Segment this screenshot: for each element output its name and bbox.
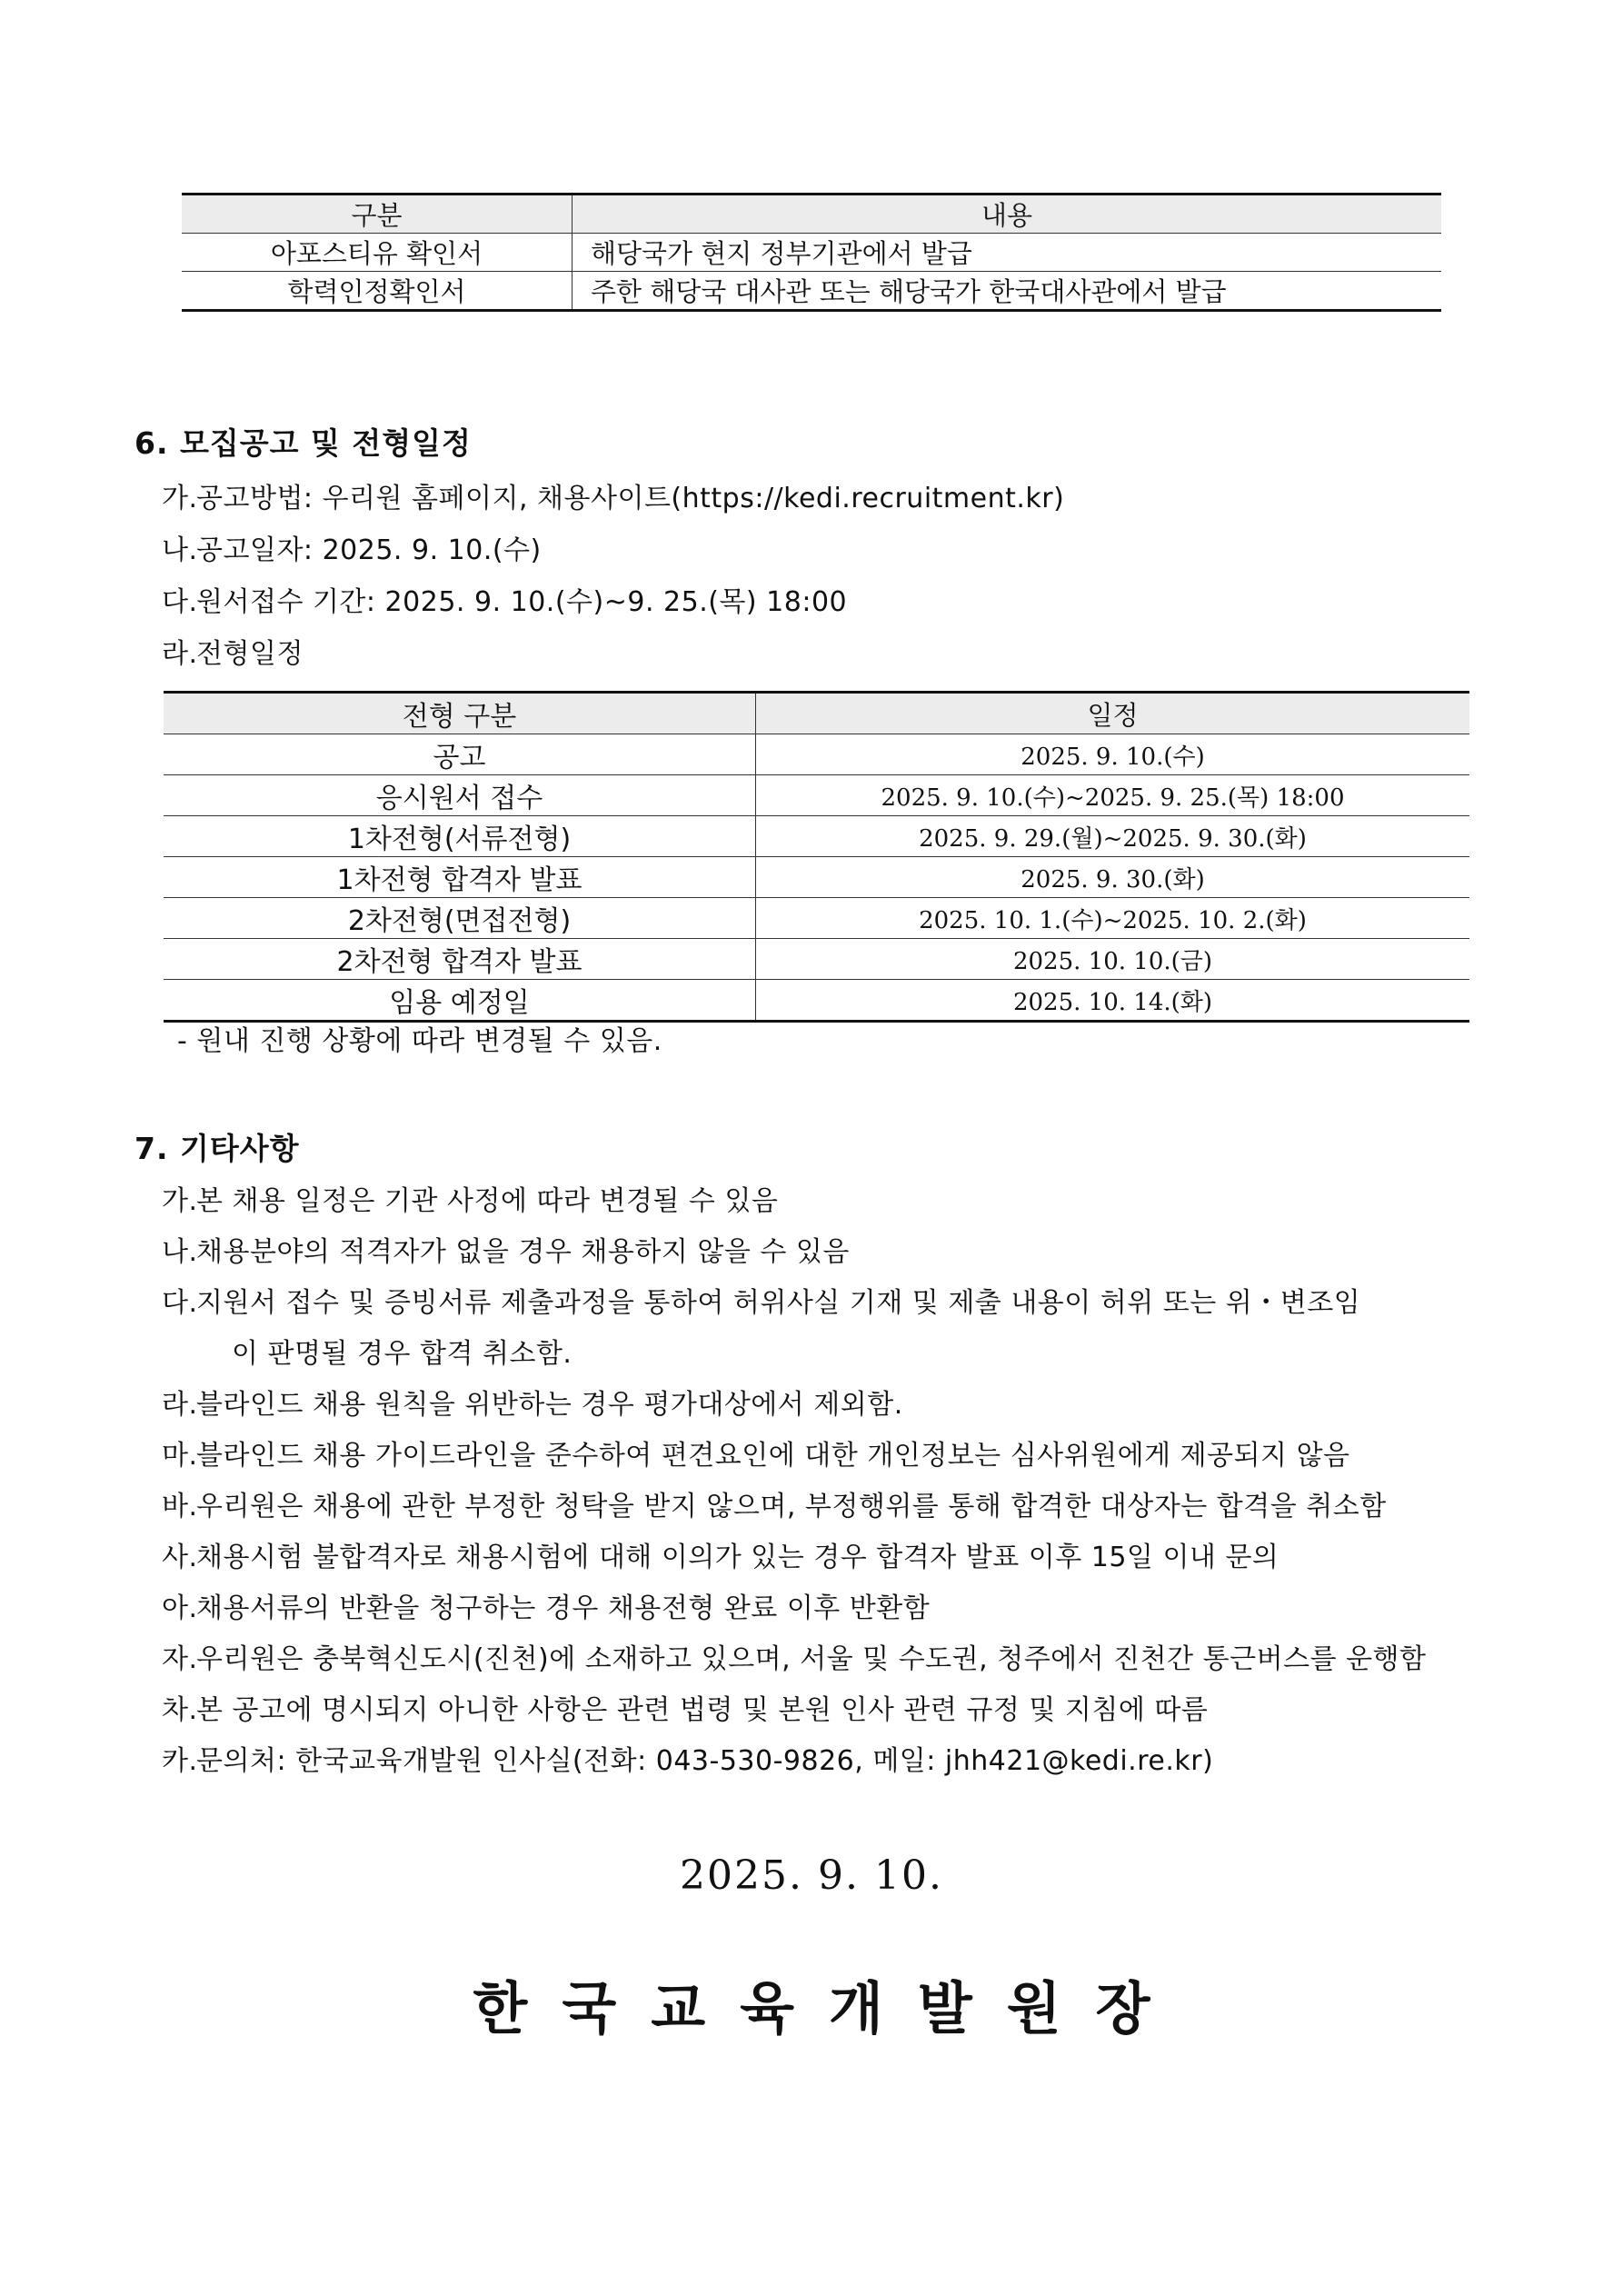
list-item (162, 1585, 930, 1625)
list-item (162, 1433, 1350, 1472)
section-title: 6. 모집공고 및 전형일정 (134, 425, 472, 461)
list-item-continuation: 이 판명될 경우 합격 취소함. (232, 1338, 573, 1370)
table-cell: 2025. 9. 10.(수)~2025. 9. 25.(목) 18:00 (756, 775, 1470, 816)
list-item-text: 본 채용 일정은 기관 사정에 따라 변경될 수 있음 (196, 1185, 779, 1217)
table-row (164, 734, 1469, 775)
table-row (164, 980, 1469, 1022)
list-item-text: 본 공고에 명시되지 아니한 사항은 관련 법령 및 본원 인사 관련 규정 및 지침에 따름 (196, 1694, 1209, 1726)
list-item-text: 문의처: 한국교육개발원 인사실(전화: 043-530-9826, 메일: jhh421@kedi.re.kr) (196, 1745, 1214, 1777)
list-marker: 라. (162, 1389, 198, 1421)
list-item-text: 공고방법: 우리원 홈페이지, 채용사이트(https://kedi.recruitment.kr) (196, 483, 1065, 514)
table-row (164, 939, 1469, 980)
issuing-organization: 한국교육개발원장 (473, 1975, 1185, 2041)
list-item-text: 지원서 접수 및 증빙서류 제출과정을 통하여 허위사실 기재 및 제출 내용이 허위 또는 위・변조임 (196, 1287, 1361, 1319)
list-marker: 아. (162, 1592, 198, 1624)
list-marker: 나. (162, 1236, 198, 1268)
list-item (162, 1636, 1427, 1676)
column-header: 내용 (573, 195, 1442, 234)
table-cell: 학력인정확인서 (182, 272, 573, 311)
column-header: 구분 (182, 195, 573, 234)
table-cell: 2025. 9. 29.(월)~2025. 9. 30.(화) (756, 816, 1470, 857)
table-cell: 2차전형(면접전형) (164, 898, 756, 939)
table-header-row (164, 693, 1469, 734)
table-cell: 해당국가 현지 정부기관에서 발급 (573, 234, 1442, 272)
list-item (162, 631, 304, 671)
list-item-text: 우리원은 채용에 관한 부정한 청탁을 받지 않으며, 부정행위를 통해 합격한 대상자는 합격을 취소함 (196, 1491, 1387, 1522)
table-row (164, 898, 1469, 939)
list-item-text: 우리원은 충북혁신도시(진천)에 소재하고 있으며, 서울 및 수도권, 청주에서 진천간 통근버스를 운행함 (196, 1643, 1427, 1675)
list-marker: 자. (162, 1643, 198, 1675)
table-cell: 공고 (164, 734, 756, 775)
table-row (164, 775, 1469, 816)
list-item-text: 블라인드 채용 원칙을 위반하는 경우 평가대상에서 제외함. (196, 1389, 903, 1421)
table-cell: 2025. 9. 30.(화) (756, 857, 1470, 898)
table-cell: 주한 해당국 대사관 또는 해당국가 한국대사관에서 발급 (591, 276, 1227, 307)
document-issuance-table (182, 193, 1441, 312)
list-marker: 라. (162, 638, 198, 670)
schedule-note: - 원내 진행 상황에 따라 변경될 수 있음. (177, 1025, 662, 1057)
list-item-text: 채용시험 불합격자로 채용시험에 대해 이의가 있는 경우 합격자 발표 이후 15일 이내 문의 (196, 1542, 1279, 1573)
column-header: 일정 (756, 693, 1470, 734)
table-cell: 1차전형(서류전형) (164, 816, 756, 857)
list-item-text: 채용분야의 적격자가 없을 경우 채용하지 않을 수 있음 (196, 1236, 850, 1268)
announcement-date: 2025. 9. 10. (680, 1852, 943, 1899)
list-item (162, 1483, 1387, 1523)
list-item-text: 전형일정 (196, 638, 304, 670)
list-item (162, 1229, 850, 1269)
list-marker: 나. (162, 534, 198, 566)
table-cell: 2025. 9. 10.(수) (756, 734, 1470, 775)
list-marker: 마. (162, 1440, 198, 1472)
list-marker: 사. (162, 1542, 198, 1573)
list-marker: 다. (162, 1287, 198, 1319)
list-item-text: 원서접수 기간: 2025. 9. 10.(수)~9. 25.(목) 18:00 (196, 586, 848, 618)
table-cell: 응시원서 접수 (164, 775, 756, 816)
list-item-text: 블라인드 채용 가이드라인을 준수하여 편견요인에 대한 개인정보는 심사위원에게 제공되지 않음 (196, 1440, 1350, 1472)
list-item-text: 채용서류의 반환을 청구하는 경우 채용전형 완료 이후 반환함 (196, 1592, 931, 1624)
list-marker: 다. (162, 586, 198, 618)
table-row (164, 816, 1469, 857)
table-row (182, 234, 1441, 272)
table-cell: 임용 예정일 (164, 980, 756, 1022)
table-cell: 1차전형 합격자 발표 (164, 857, 756, 898)
list-item (162, 1738, 1213, 1778)
section-title: 7. 기타사항 (134, 1131, 300, 1166)
list-marker: 가. (162, 1185, 198, 1217)
table-header-row (182, 195, 1441, 234)
list-item (162, 1534, 1279, 1574)
table-row (164, 857, 1469, 898)
list-item (162, 475, 1064, 515)
column-header: 전형 구분 (164, 693, 756, 734)
list-item-text: 공고일자: 2025. 9. 10.(수) (196, 534, 542, 566)
list-item (162, 1687, 1208, 1727)
list-item (162, 527, 542, 567)
list-marker: 카. (162, 1745, 198, 1777)
list-item (162, 1280, 1360, 1320)
table-cell: 2025. 10. 14.(화) (1012, 988, 1213, 1016)
schedule-table (164, 691, 1469, 1023)
table-row (182, 272, 1441, 311)
list-item (162, 1382, 903, 1422)
list-item (162, 579, 847, 619)
table-cell: 2025. 10. 1.(수)~2025. 10. 2.(화) (756, 898, 1470, 939)
list-marker: 차. (162, 1694, 198, 1726)
list-marker: 바. (162, 1491, 198, 1522)
list-marker: 가. (162, 483, 198, 514)
table-cell: 2025. 10. 10.(금) (756, 939, 1470, 980)
list-item (162, 1178, 778, 1218)
table-cell: 아포스티유 확인서 (182, 234, 573, 272)
table-cell: 2차전형 합격자 발표 (164, 939, 756, 980)
